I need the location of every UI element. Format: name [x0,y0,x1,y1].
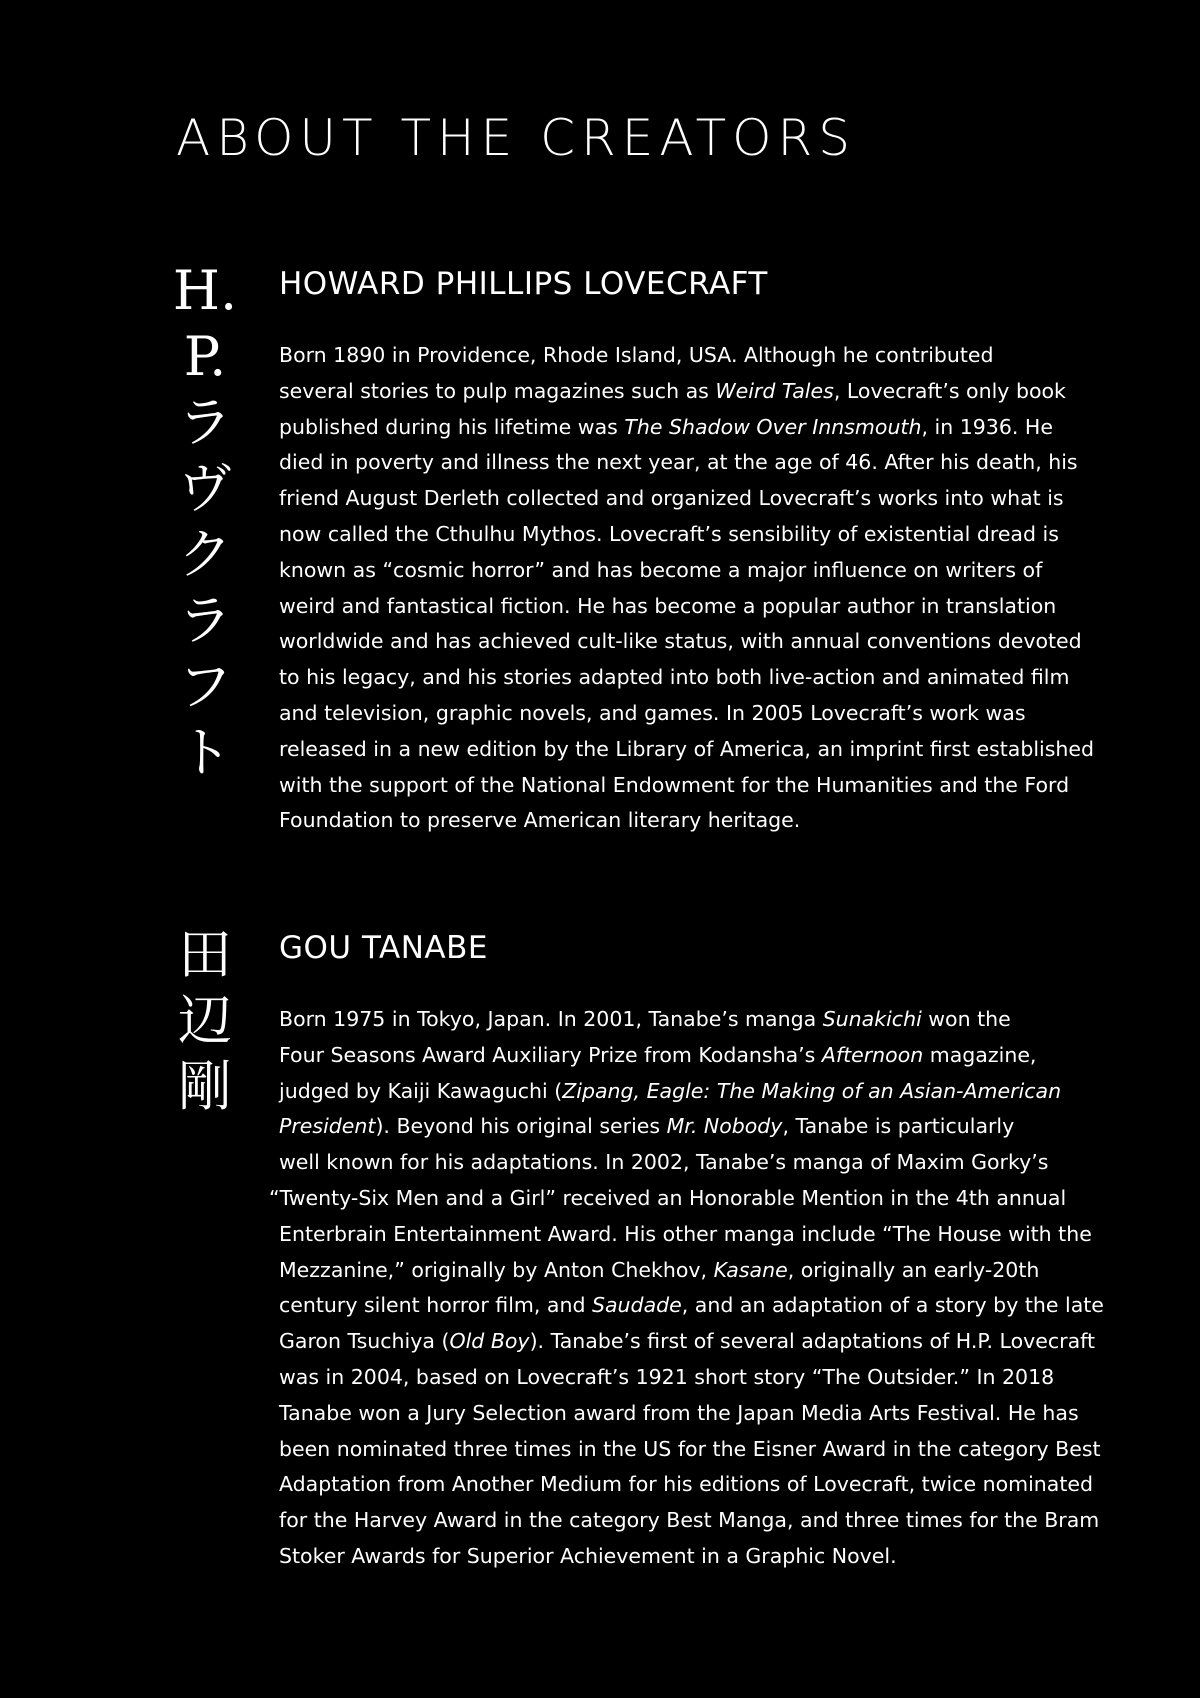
italic-title: The Shadow Over Innsmouth [624,414,922,439]
bio-line: Born 1890 in Providence, Rhode Island, USA. Although he contributed [279,343,994,367]
bio-line: friend August Derleth collected and organized Lovecraft’s works into what is [279,486,1064,511]
vertical-japanese-name [170,922,240,1120]
creator-bio [269,1002,1104,1575]
bio-line: judged by Kaiji Kawaguchi (Zipang, Eagle: The Making of an Asian-American [279,1078,1062,1103]
bio-line: well known for his adaptations. In 2002, Tanabe’s manga of Maxim Gorky’s [279,1150,1049,1175]
bio-line: Garon Tsuchiya (Old Boy). Tanabe’s first of several adaptations of H.P. Lovecraft [279,1329,1096,1354]
vertical-name-char: 田 [178,923,232,986]
bio-line: Born 1975 in Tokyo, Japan. In 2001, Tanabe’s manga Sunakichi won the [279,1007,1011,1031]
page-title: ABOUT THE CREATORS [176,109,857,167]
bio-line: released in a new edition by the Library of America, an imprint first established [279,736,1095,761]
italic-title: Weird Tales [715,378,834,403]
italic-title: Afternoon [821,1042,924,1067]
vertical-japanese-name [170,258,240,786]
bio-line: “Twenty-Six Men and a Girl” received an Honorable Mention in the 4th annual [269,1185,1067,1210]
vertical-name-char: P. [183,325,227,388]
creator-bio [279,338,1094,839]
vertical-name-char: ラ [178,589,232,652]
bio-line: Stoker Awards for Superior Achievement in a Graphic Novel. [279,1543,897,1568]
bio-line: published during his lifetime was The Shadow Over Innsmouth, in 1936. He [279,414,1053,439]
bio-line: century silent horror film, and Saudade, and an adaptation of a story by the late [279,1293,1104,1318]
bio-line: been nominated three times in the US for the Eisner Award in the category Best [279,1436,1101,1461]
bio-line: Enterbrain Entertainment Award. His other manga include “The House with the [279,1221,1092,1246]
italic-title: Mr. Nobody [666,1114,783,1139]
italic-title: Sunakichi [822,1007,922,1031]
bio-line: several stories to pulp magazines such as Weird Tales, Lovecraft’s only book [279,378,1066,403]
italic-title: President [279,1114,376,1139]
bio-line: Four Seasons Award Auxiliary Prize from Kodansha’s Afternoon magazine, [279,1042,1037,1067]
bio-line: for the Harvey Award in the category Best Manga, and three times for the Bram [279,1508,1100,1533]
creator-name: GOU TANABE [279,930,488,966]
bio-line: with the support of the National Endowment for the Humanities and the Ford [279,772,1070,797]
vertical-name-char: ラ [178,391,232,454]
italic-title: Zipang, Eagle: The Making of an Asian-American [562,1078,1062,1103]
bio-line: died in poverty and illness the next year, at the age of 46. After his death, his [279,450,1078,475]
vertical-name-char: ク [178,523,232,586]
vertical-name-char: 辺 [178,989,232,1052]
bio-line: Tanabe won a Jury Selection award from the Japan Media Arts Festival. He has [279,1400,1079,1425]
vertical-name-char: 剛 [178,1055,232,1118]
bio-line: Adaptation from Another Medium for his editions of Lovecraft, twice nominated [279,1472,1093,1497]
bio-line: known as “cosmic horror” and has become a major influence on writers of [279,557,1043,582]
bio-line: to his legacy, and his stories adapted into both live-action and animated film [279,665,1070,690]
creator-name: HOWARD PHILLIPS LOVECRAFT [279,266,768,302]
bio-line: was in 2004, based on Lovecraft’s 1921 short story “The Outsider.” In 2018 [279,1364,1055,1389]
vertical-name-char: ヴ [178,457,232,520]
vertical-name-char: ト [178,721,232,784]
bio-line: weird and fantastical fiction. He has become a popular author in translation [279,593,1057,618]
italic-title: Saudade [591,1293,682,1318]
bio-line: Mezzanine,” originally by Anton Chekhov, Kasane, originally an early-20th [279,1257,1040,1282]
bio-line: and television, graphic novels, and games. In 2005 Lovecraft’s work was [279,700,1026,725]
vertical-name-char: フ [178,655,232,718]
bio-line: now called the Cthulhu Mythos. Lovecraft’s sensibility of existential dread is [279,521,1059,546]
bio-line: Foundation to preserve American literary heritage. [279,808,801,833]
italic-title: Kasane [713,1257,788,1282]
italic-title: Old Boy [449,1329,530,1354]
bio-line: President). Beyond his original series Mr. Nobody, Tanabe is particularly [279,1114,1015,1139]
bio-line: worldwide and has achieved cult-like status, with annual conventions devoted [279,629,1082,654]
vertical-name-char: H. [172,259,238,322]
